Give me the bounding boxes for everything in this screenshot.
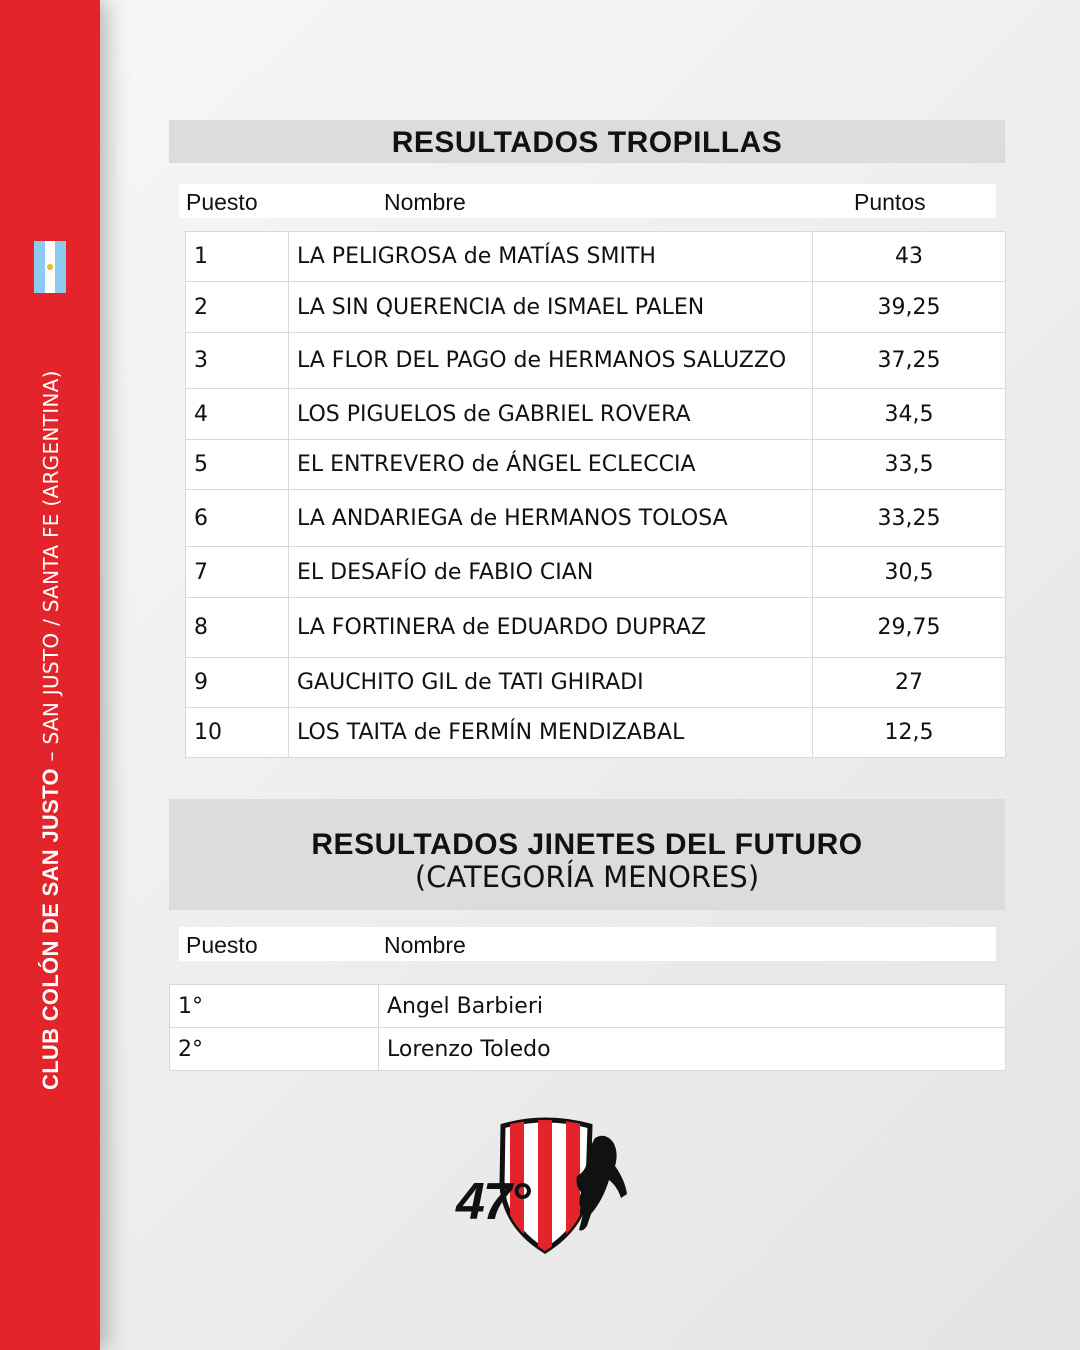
row-points: 27 xyxy=(813,658,1006,708)
row-points: 29,75 xyxy=(813,598,1006,658)
col-nombre: Nombre xyxy=(384,932,466,958)
row-points: 39,25 xyxy=(813,282,1006,333)
row-position: 1 xyxy=(186,232,289,282)
row-name: LA FORTINERA de EDUARDO DUPRAZ xyxy=(289,598,813,658)
row-name: LA FLOR DEL PAGO de HERMANOS SALUZZO xyxy=(289,333,813,389)
row-points: 30,5 xyxy=(813,547,1006,598)
row-position: 2 xyxy=(186,282,289,333)
row-name: LOS TAITA de FERMÍN MENDIZABAL xyxy=(289,708,813,758)
table-row xyxy=(186,547,1006,598)
row-position: 1° xyxy=(170,985,379,1028)
table-row xyxy=(186,440,1006,490)
table-row xyxy=(186,232,1006,282)
row-points: 34,5 xyxy=(813,389,1006,440)
table-row xyxy=(186,282,1006,333)
row-position: 4 xyxy=(186,389,289,440)
row-name: EL DESAFÍO de FABIO CIAN xyxy=(289,547,813,598)
club-location: – SAN JUSTO / SANTA FE (ARGENTINA) xyxy=(39,370,63,769)
red-sidebar xyxy=(0,0,100,1350)
row-name: LA PELIGROSA de MATÍAS SMITH xyxy=(289,232,813,282)
jinetes-title: RESULTADOS JINETES DEL FUTURO xyxy=(311,828,863,861)
row-position: 3 xyxy=(186,333,289,389)
row-position: 10 xyxy=(186,708,289,758)
table-row xyxy=(186,598,1006,658)
tropillas-header xyxy=(169,120,1005,163)
row-points: 33,5 xyxy=(813,440,1006,490)
tropillas-column-headers xyxy=(179,184,996,218)
col-puesto: Puesto xyxy=(186,932,258,958)
table-row xyxy=(186,389,1006,440)
table-row xyxy=(186,708,1006,758)
row-name: LOS PIGUELOS de GABRIEL ROVERA xyxy=(289,389,813,440)
row-name: LA SIN QUERENCIA de ISMAEL PALEN xyxy=(289,282,813,333)
row-points: 43 xyxy=(813,232,1006,282)
jinetes-column-headers xyxy=(179,927,996,961)
row-points: 12,5 xyxy=(813,708,1006,758)
row-name: EL ENTREVERO de ÁNGEL ECLECCIA xyxy=(289,440,813,490)
table-row xyxy=(170,1028,1006,1071)
tropillas-title: RESULTADOS TROPILLAS xyxy=(391,126,783,159)
row-name: GAUCHITO GIL de TATI GHIRADI xyxy=(289,658,813,708)
table-row xyxy=(186,658,1006,708)
col-nombre: Nombre xyxy=(384,189,466,215)
jinetes-table xyxy=(169,984,1006,1071)
row-name: Angel Barbieri xyxy=(379,985,1006,1028)
row-position: 8 xyxy=(186,598,289,658)
row-position: 2° xyxy=(170,1028,379,1071)
sidebar-caption xyxy=(38,370,64,1090)
table-row xyxy=(186,333,1006,389)
row-position: 9 xyxy=(186,658,289,708)
club-name: CLUB COLÓN DE SAN JUSTO xyxy=(38,768,63,1090)
logo-47-text: 47° xyxy=(456,1173,529,1231)
argentina-flag-icon xyxy=(34,241,66,293)
tropillas-table xyxy=(185,231,1006,758)
row-name: LA ANDARIEGA de HERMANOS TOLOSA xyxy=(289,490,813,547)
table-row xyxy=(186,490,1006,547)
row-position: 5 xyxy=(186,440,289,490)
col-puesto: Puesto xyxy=(186,189,258,215)
row-points: 33,25 xyxy=(813,490,1006,547)
row-points: 37,25 xyxy=(813,333,1006,389)
jinetes-subtitle: (CATEGORÍA MENORES) xyxy=(414,860,760,894)
jinetes-header xyxy=(169,799,1005,910)
row-name: Lorenzo Toledo xyxy=(379,1028,1006,1071)
row-position: 6 xyxy=(186,490,289,547)
table-row xyxy=(170,985,1006,1028)
col-puntos: Puntos xyxy=(854,189,926,215)
row-position: 7 xyxy=(186,547,289,598)
